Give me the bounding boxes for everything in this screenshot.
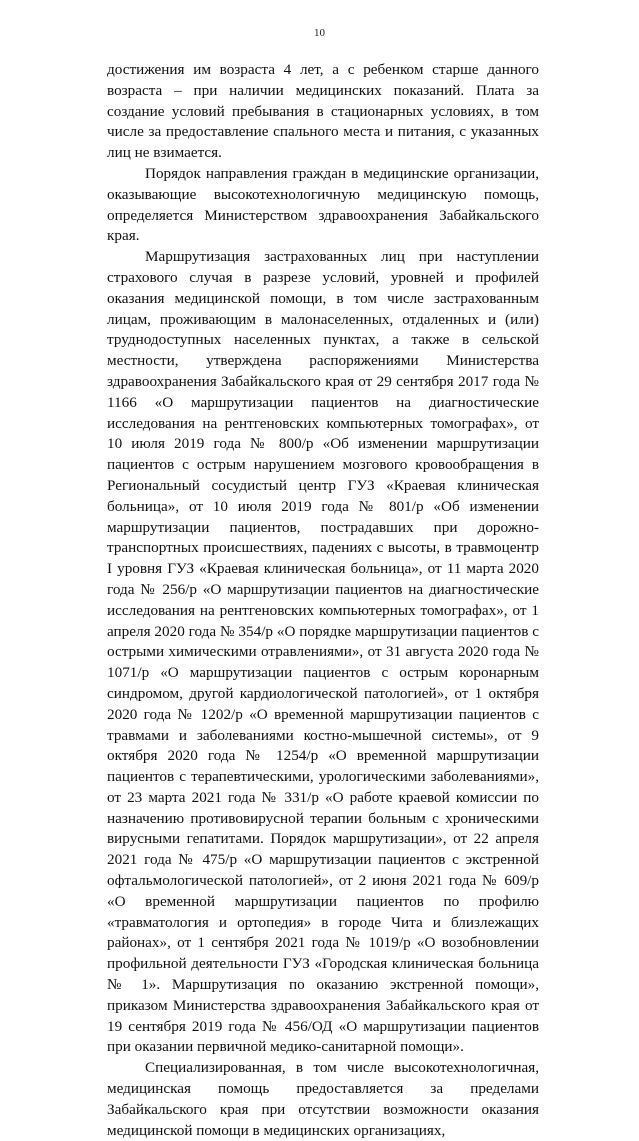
page-number: 10: [314, 27, 325, 39]
paragraph-high-tech-referral: Порядок направления граждан в медицинские организации, оказывающие высокотехнологичную медицинскую помощь, определяется Министерством здравоохранения Забайкальского края.: [107, 164, 539, 245]
document-body: [107, 60, 539, 1141]
paragraph-specialized-care: Специализированная, в том числе высокотехнологичная, медицинская помощь предоставляется за пределами Забайкальского края при отсутствии возможности оказания медицинской помощи в медицинских организациях,: [107, 1059, 539, 1139]
paragraph-routing-orders: Маршрутизация застрахованных лиц при наступлении страхового случая в разрезе условий, уровней и профилей оказания медицинской помощи, в том числе застрахованным лицам, проживающим в малонаселенных, отдаленных и (или) труднодоступных населенных пунктах, а также в сельской местности, утверждена распоряжениями Министерства здравоохранения Забайкальского края от 29 сентября 2017 года № 1166 «О маршрутизации пациентов на диагностические исследования на рентгеновских компьютерных томографах», от 10 июля 2019 года № 800/р «Об изменении маршрутизации пациентов с острым нарушением мозгового кровообращения в Региональный сосудистый центр ГУЗ «Краевая клиническая больница», от 10 июля 2019 года № 801/р «Об изменении маршрутизации пациентов, пострадавших при дорожно-транспортных происшествиях, падениях с высоты, в травмоцентр I уровня ГУЗ «Краевая клиническая больница», от 11 марта 2020 года № 256/р «О маршрутизации пациентов на диагностические исследования на рентгеновских компьютерных томографах», от 1 апреля 2020 года № 354/р «О порядке маршрутизации пациентов с острыми химическими отравлениями», от 31 августа 2020 года № 1071/р «О маршрутизации пациентов с острым коронарным синдромом, другой кардиологической патологией», от 1 октября 2020 года № 1202/р «О временной маршрутизации пациентов с травмами и заболеваниями костно-мышечной системы», от 9 октября 2020 года № 1254/р «О временной маршрутизации пациентов с терапевтическими, урологическими заболеваниями», от 23 марта 2021 года № 331/р «О работе краевой комиссии по назначению противовирусной терапии больным с хроническими вирусными гепатитами. Порядок маршрутизации», от 22 апреля 2021 года № 475/р «О маршрутизации пациентов с экстренной офтальмологической патологией», от 2 июня 2021 года № 609/р «О временной маршрутизации пациентов по профилю «травматология и ортопедия» в городе Чита и близлежащих районах», от 1 сентября 2021 года № 1019/р «О возобновлении профильной деятельности ГУЗ «Городская клиническая больница № 1». Маршрутизация по оказанию экстренной помощи», приказом Министерства здравоохранения Забайкальского края от 19 сентября 2019 года № 456/ОД «О маршрутизации пациентов при оказании первичной медико-санитарной помощи».: [107, 248, 539, 1056]
paragraph-continuation: достижения им возраста 4 лет, а с ребенком старше данного возраста – при наличии медицинских показаний. Плата за создание условий пребывания в стационарных условиях, в том числе за предоставление спального места и питания, с указанных лиц не взимается.: [107, 61, 539, 162]
